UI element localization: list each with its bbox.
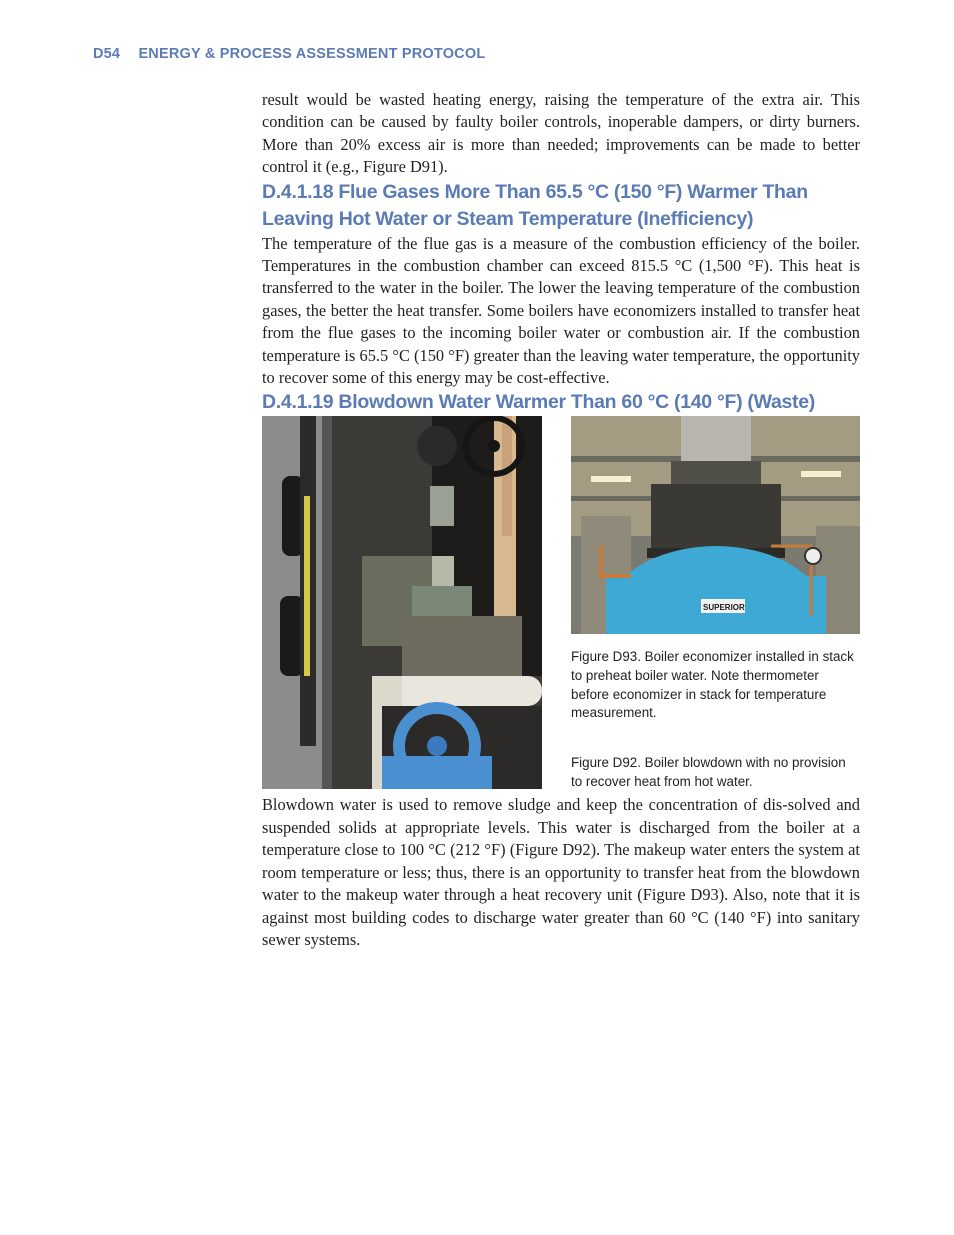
figure-d93-photo	[571, 416, 860, 634]
boiler-blowdown-image	[262, 416, 542, 789]
boiler-brand-label: SUPERIOR	[703, 603, 745, 613]
figure-d92-caption: Figure D92. Boiler blowdown with no provision to recover heat from hot water.	[571, 755, 846, 790]
section-heading-d4118: D.4.1.18 Flue Gases More Than 65.5 °C (150 °F) Warmer Than Leaving Hot Water or Steam Temperature (Inefficiency)	[262, 180, 808, 230]
page-number: D54	[93, 46, 121, 62]
figure-d93-caption: Figure D93. Boiler economizer installed in stack to preheat boiler water. Note thermometer before economizer in stack for temperature measurement.	[571, 649, 854, 721]
publication-title: ENERGY & PROCESS ASSESSMENT PROTOCOL	[138, 46, 486, 62]
flue-gas-paragraph: The temperature of the flue gas is a measure of the combustion efficiency of the boiler. Temperatures in the combustion chamber can exceed 815.5 °C (1,500 °F). This heat is transferred to the water in the boiler. The lower the leaving temperature of the combustion gases, the better the heat transfer. Some boilers have economizers installed to transfer heat from the flue gases to the incoming boiler water or combustion air. If the combustion temperature is 65.5 °C (150 °F) greater than the leaving water temperature, the opportunity to recover some of this energy may be cost-effective.	[262, 233, 860, 388]
intro-paragraph: result would be wasted heating energy, raising the temperature of the extra air. This condition can be caused by faulty boiler controls, inoperable dampers, or dirty burners. More than 20% excess air is more than needed; improvements can be made to better control it (e.g., Figure D91).	[262, 90, 860, 177]
boiler-economizer-image	[571, 416, 860, 634]
running-header	[93, 46, 485, 62]
figures-block	[262, 416, 860, 794]
blowdown-paragraph: Blowdown water is used to remove sludge and keep the concentration of dis-solved and suspended solids at appropriate levels. This water is discharged from the boiler at a temperature close to 100 °C (212 °F) (Figure D92). The makeup water enters the system at room temperature or less; thus, there is an opportunity to transfer heat from the blowdown water to the makeup water through a heat recovery unit (Figure D93). Also, note that it is against most building codes to discharge water greater than 60 °C (140 °F) into sanitary sewer systems.	[262, 795, 860, 949]
section-heading-d4119: D.4.1.19 Blowdown Water Warmer Than 60 °C (140 °F) (Waste)	[262, 391, 815, 414]
figure-d92-photo	[262, 416, 542, 789]
page-content	[262, 89, 860, 951]
